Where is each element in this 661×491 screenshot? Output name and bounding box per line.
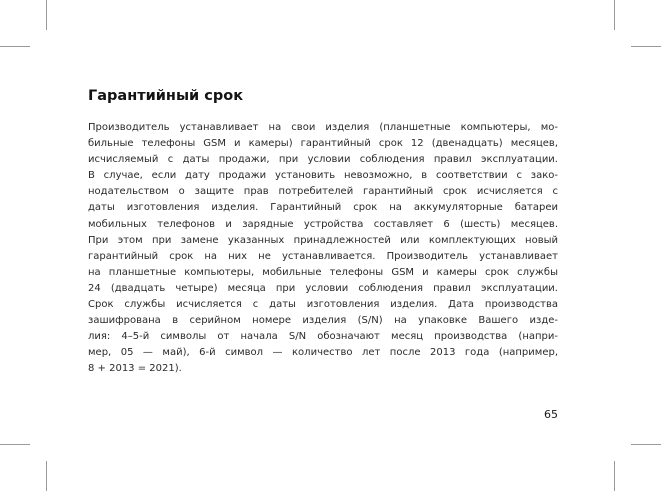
paragraph-line: Производитель устанавливает на свои изделия (планшетные компьютеры, мо- [88,122,558,133]
crop-mark-left-bottom [0,444,30,445]
crop-mark-bottom-left [46,461,47,491]
paragraph-line: мобильных телефонов и зарядные устройства составляет 6 (шесть) месяцев. [88,218,558,230]
crop-mark-top-right [614,0,615,30]
paragraph-line: При этом при замене указанных принадлежностей или комплектующих новый [88,234,558,246]
paragraph-line: даты изготовления изделия. Гарантийный срок на аккумуляторные батареи [88,202,558,214]
paragraph-line: 8 + 2013 = 2021). [88,363,182,375]
paragraph-line: 24 (двадцать четыре) месяца при условии соблюдения правил эксплуатации. [88,282,558,294]
crop-mark-right-bottom [631,444,661,445]
page-number: 65 [544,408,558,421]
paragraph-line: бильные телефоны GSM и камеры) гарантийный срок 12 (двенадцать) месяцев, [88,138,558,150]
crop-mark-top-left [46,0,47,30]
paragraph-line: мер, 05 — май), 6-й символ — количество лет после 2013 года (например, [88,347,558,359]
paragraph-line: исчисляемый с даты продажи, при условии соблюдения правил эксплуатации. [88,154,558,166]
paragraph-line: Срок службы исчисляется с даты изготовления изделия. Дата производства [88,299,558,311]
crop-mark-right-top [631,46,661,47]
paragraph-line: зашифрована в серийном номере изделия (S/N) на упаковке Вашего изде- [88,315,558,327]
paragraph-line: на планшетные компьютеры, мобильные телефоны GSM и камеры срок службы [88,266,558,278]
paragraph-line: гарантийный срок на них не устанавливается. Производитель устанавливает [88,250,558,262]
crop-mark-left-top [0,46,30,47]
paragraph-line: нодательством о защите прав потребителей гарантийный срок исчисляется с [88,186,558,198]
paragraph-line: В случае, если дату продажи установить невозможно, в соответствии с зако- [88,170,558,182]
paragraph-line: лия: 4–5-й символы от начала S/N обозначают месяц производства (напри- [88,331,558,343]
crop-mark-bottom-right [614,461,615,491]
page-title: Гарантийный срок [88,88,244,104]
warranty-paragraph [88,120,558,378]
